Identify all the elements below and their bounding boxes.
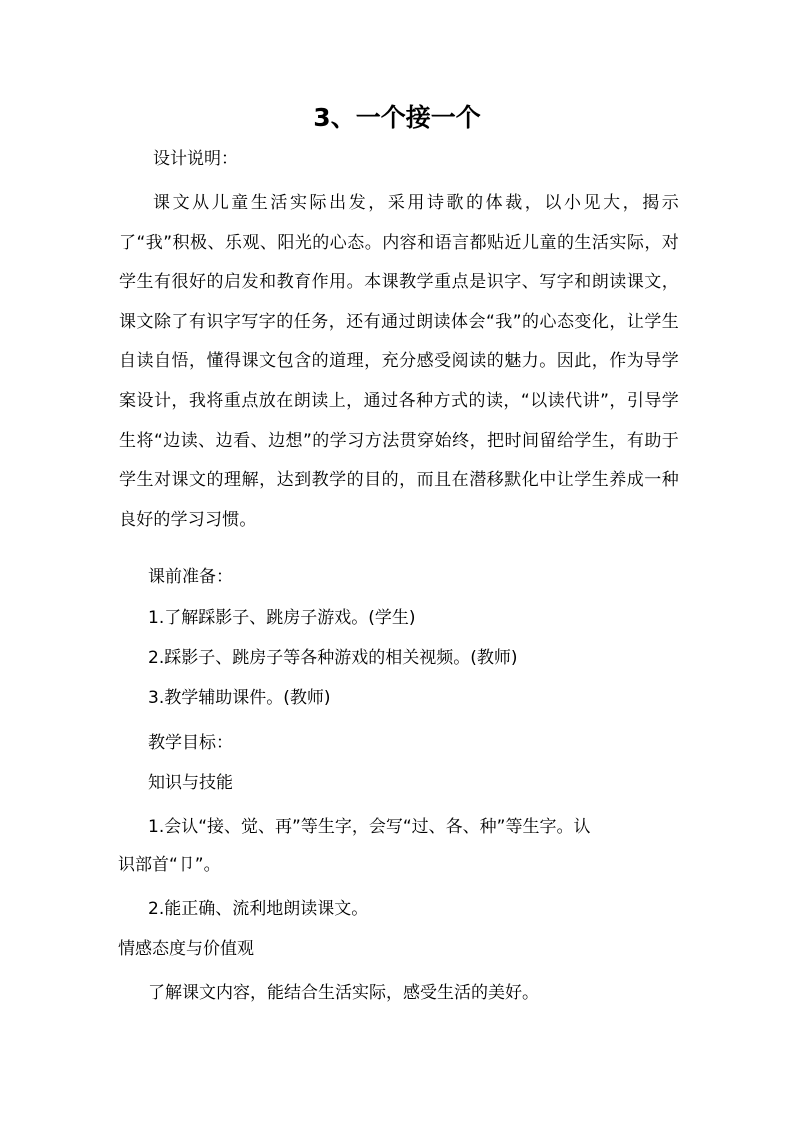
- emotion-item: 了解课文内容，能结合生活实际，感受生活的美好。: [148, 983, 539, 1003]
- knowledge-item-line: 识部首“卩”。: [118, 855, 221, 875]
- emotion-heading: 情感态度与价值观: [118, 939, 254, 959]
- design-paragraph: 课文从儿童生活实际出发，采用诗歌的体裁，以小见大，揭示了“我”积极、乐观、阳光的心态。内容和语言都贴近儿童的生活实际，对学生有很好的启发和教育作用。本课教学重点是识字、写字和朗读课文，课文除了有识字写字的任务，还有通过朗读体会“我”的心态变化，让学生自读自悟，懂得课文包含的道理，充分感受阅读的魅力。因此，作为导学案设计，我将重点放在朗读上，通过各种方式的读，“以读代讲”，引导学生将“边读、边看、边想”的学习方法贯穿始终，把时间留给学生，有助于学生对课文的理解，达到教学的目的，而且在潜移默化中让学生养成一种良好的学习习惯。: [119, 193, 679, 530]
- document-title: 3、一个接一个: [313, 103, 481, 132]
- prep-heading: 课前准备：: [148, 567, 233, 587]
- prep-item: 2.踩影子、跳房子等各种游戏的相关视频。(教师): [148, 648, 518, 668]
- prep-item: 1.了解踩影子、跳房子游戏。(学生): [148, 608, 416, 628]
- knowledge-item: 2.能正确、流利地朗读课文。: [148, 899, 369, 919]
- knowledge-heading: 知识与技能: [148, 773, 233, 793]
- prep-item: 3.教学辅助课件。(教师): [148, 688, 331, 708]
- goals-heading: 教学目标：: [148, 733, 233, 753]
- design-heading: 设计说明：: [153, 149, 238, 169]
- knowledge-item-line: 1.会认“接、觉、再”等生字，会写“过、各、种”等生字。认: [148, 817, 591, 837]
